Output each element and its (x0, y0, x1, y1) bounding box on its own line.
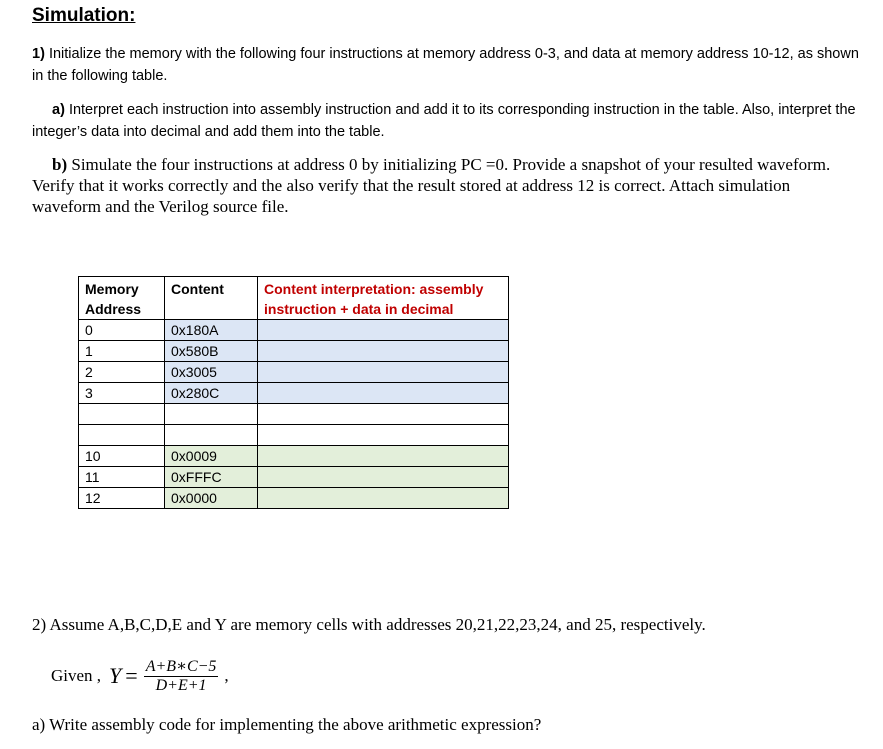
header-interp-line2: instruction + data in decimal (264, 301, 454, 317)
expression-fraction (144, 658, 219, 695)
header-content: Content (165, 277, 258, 320)
header-address (79, 277, 165, 320)
question-1b-label: b) (52, 155, 68, 174)
cell-interpretation[interactable] (258, 425, 509, 446)
table-row (79, 320, 509, 341)
cell-address: 2 (79, 362, 165, 383)
fraction-denominator: D+E+1 (155, 676, 207, 694)
cell-interpretation[interactable] (258, 488, 509, 509)
question-1-number: 1) (32, 46, 45, 62)
table-header-row (79, 277, 509, 320)
fraction-numerator: A+B∗C−5 (145, 657, 217, 675)
cell-address: 1 (79, 341, 165, 362)
cell-content: 0x180A (165, 320, 258, 341)
cell-address: 11 (79, 467, 165, 488)
expression-lhs: Y (109, 663, 122, 688)
expression-equals: = (125, 663, 138, 688)
cell-address: 10 (79, 446, 165, 467)
table-row (79, 362, 509, 383)
cell-content: 0x580B (165, 341, 258, 362)
cell-address: 0 (79, 320, 165, 341)
cell-address (79, 425, 165, 446)
question-1 (32, 43, 862, 87)
table-row (79, 425, 509, 446)
header-address-line1: Memory (85, 281, 139, 297)
cell-address (79, 404, 165, 425)
cell-address: 3 (79, 383, 165, 404)
header-interpretation (258, 277, 509, 320)
cell-content: 0x0000 (165, 488, 258, 509)
table-row (79, 404, 509, 425)
table-row (79, 341, 509, 362)
cell-interpretation[interactable] (258, 341, 509, 362)
cell-content: 0xFFFC (165, 467, 258, 488)
given-label: Given , (51, 666, 102, 685)
table-row (79, 488, 509, 509)
question-2a: a) Write assembly code for implementing the above arithmetic expression? (32, 715, 542, 734)
cell-content: 0x280C (165, 383, 258, 404)
table-row (79, 383, 509, 404)
header-interp-line1: Content interpretation: assembly (264, 281, 484, 297)
table-row (79, 446, 509, 467)
cell-content: 0x3005 (165, 362, 258, 383)
cell-interpretation[interactable] (258, 320, 509, 341)
table-row (79, 467, 509, 488)
question-2: 2) Assume A,B,C,D,E and Y are memory cells with addresses 20,21,22,23,24, and 25, respectively. (32, 615, 706, 634)
cell-address: 12 (79, 488, 165, 509)
cell-interpretation[interactable] (258, 362, 509, 383)
cell-content: 0x0009 (165, 446, 258, 467)
question-1a-label: a) (52, 102, 65, 118)
cell-interpretation[interactable] (258, 467, 509, 488)
cell-interpretation[interactable] (258, 404, 509, 425)
page-title: Simulation: (32, 5, 136, 26)
question-1-text: Initialize the memory with the following four instructions at memory address 0-3, and data at memory address 10-12, as shown in the following table. (32, 46, 859, 84)
question-1a (32, 99, 862, 143)
cell-interpretation[interactable] (258, 383, 509, 404)
header-address-line2: Address (85, 301, 142, 317)
expression-comma: , (224, 666, 229, 685)
question-1a-text: Interpret each instruction into assembly instruction and add it to its corresponding instruction in the table. Also, interpret the integer’s data into decimal and add them into the table. (32, 102, 856, 140)
memory-table (78, 276, 509, 509)
question-1b-text: Simulate the four instructions at address 0 by initializing PC =0. Provide a snapshot of your resulted waveform. Verify that it works correctly and the also verify that the result stored at address 12 is correct. Attach simulation waveform and the Verilog source file. (32, 155, 831, 216)
question-1b (32, 154, 862, 217)
cell-interpretation[interactable] (258, 446, 509, 467)
given-expression (51, 652, 229, 700)
cell-content (165, 425, 258, 446)
cell-content (165, 404, 258, 425)
